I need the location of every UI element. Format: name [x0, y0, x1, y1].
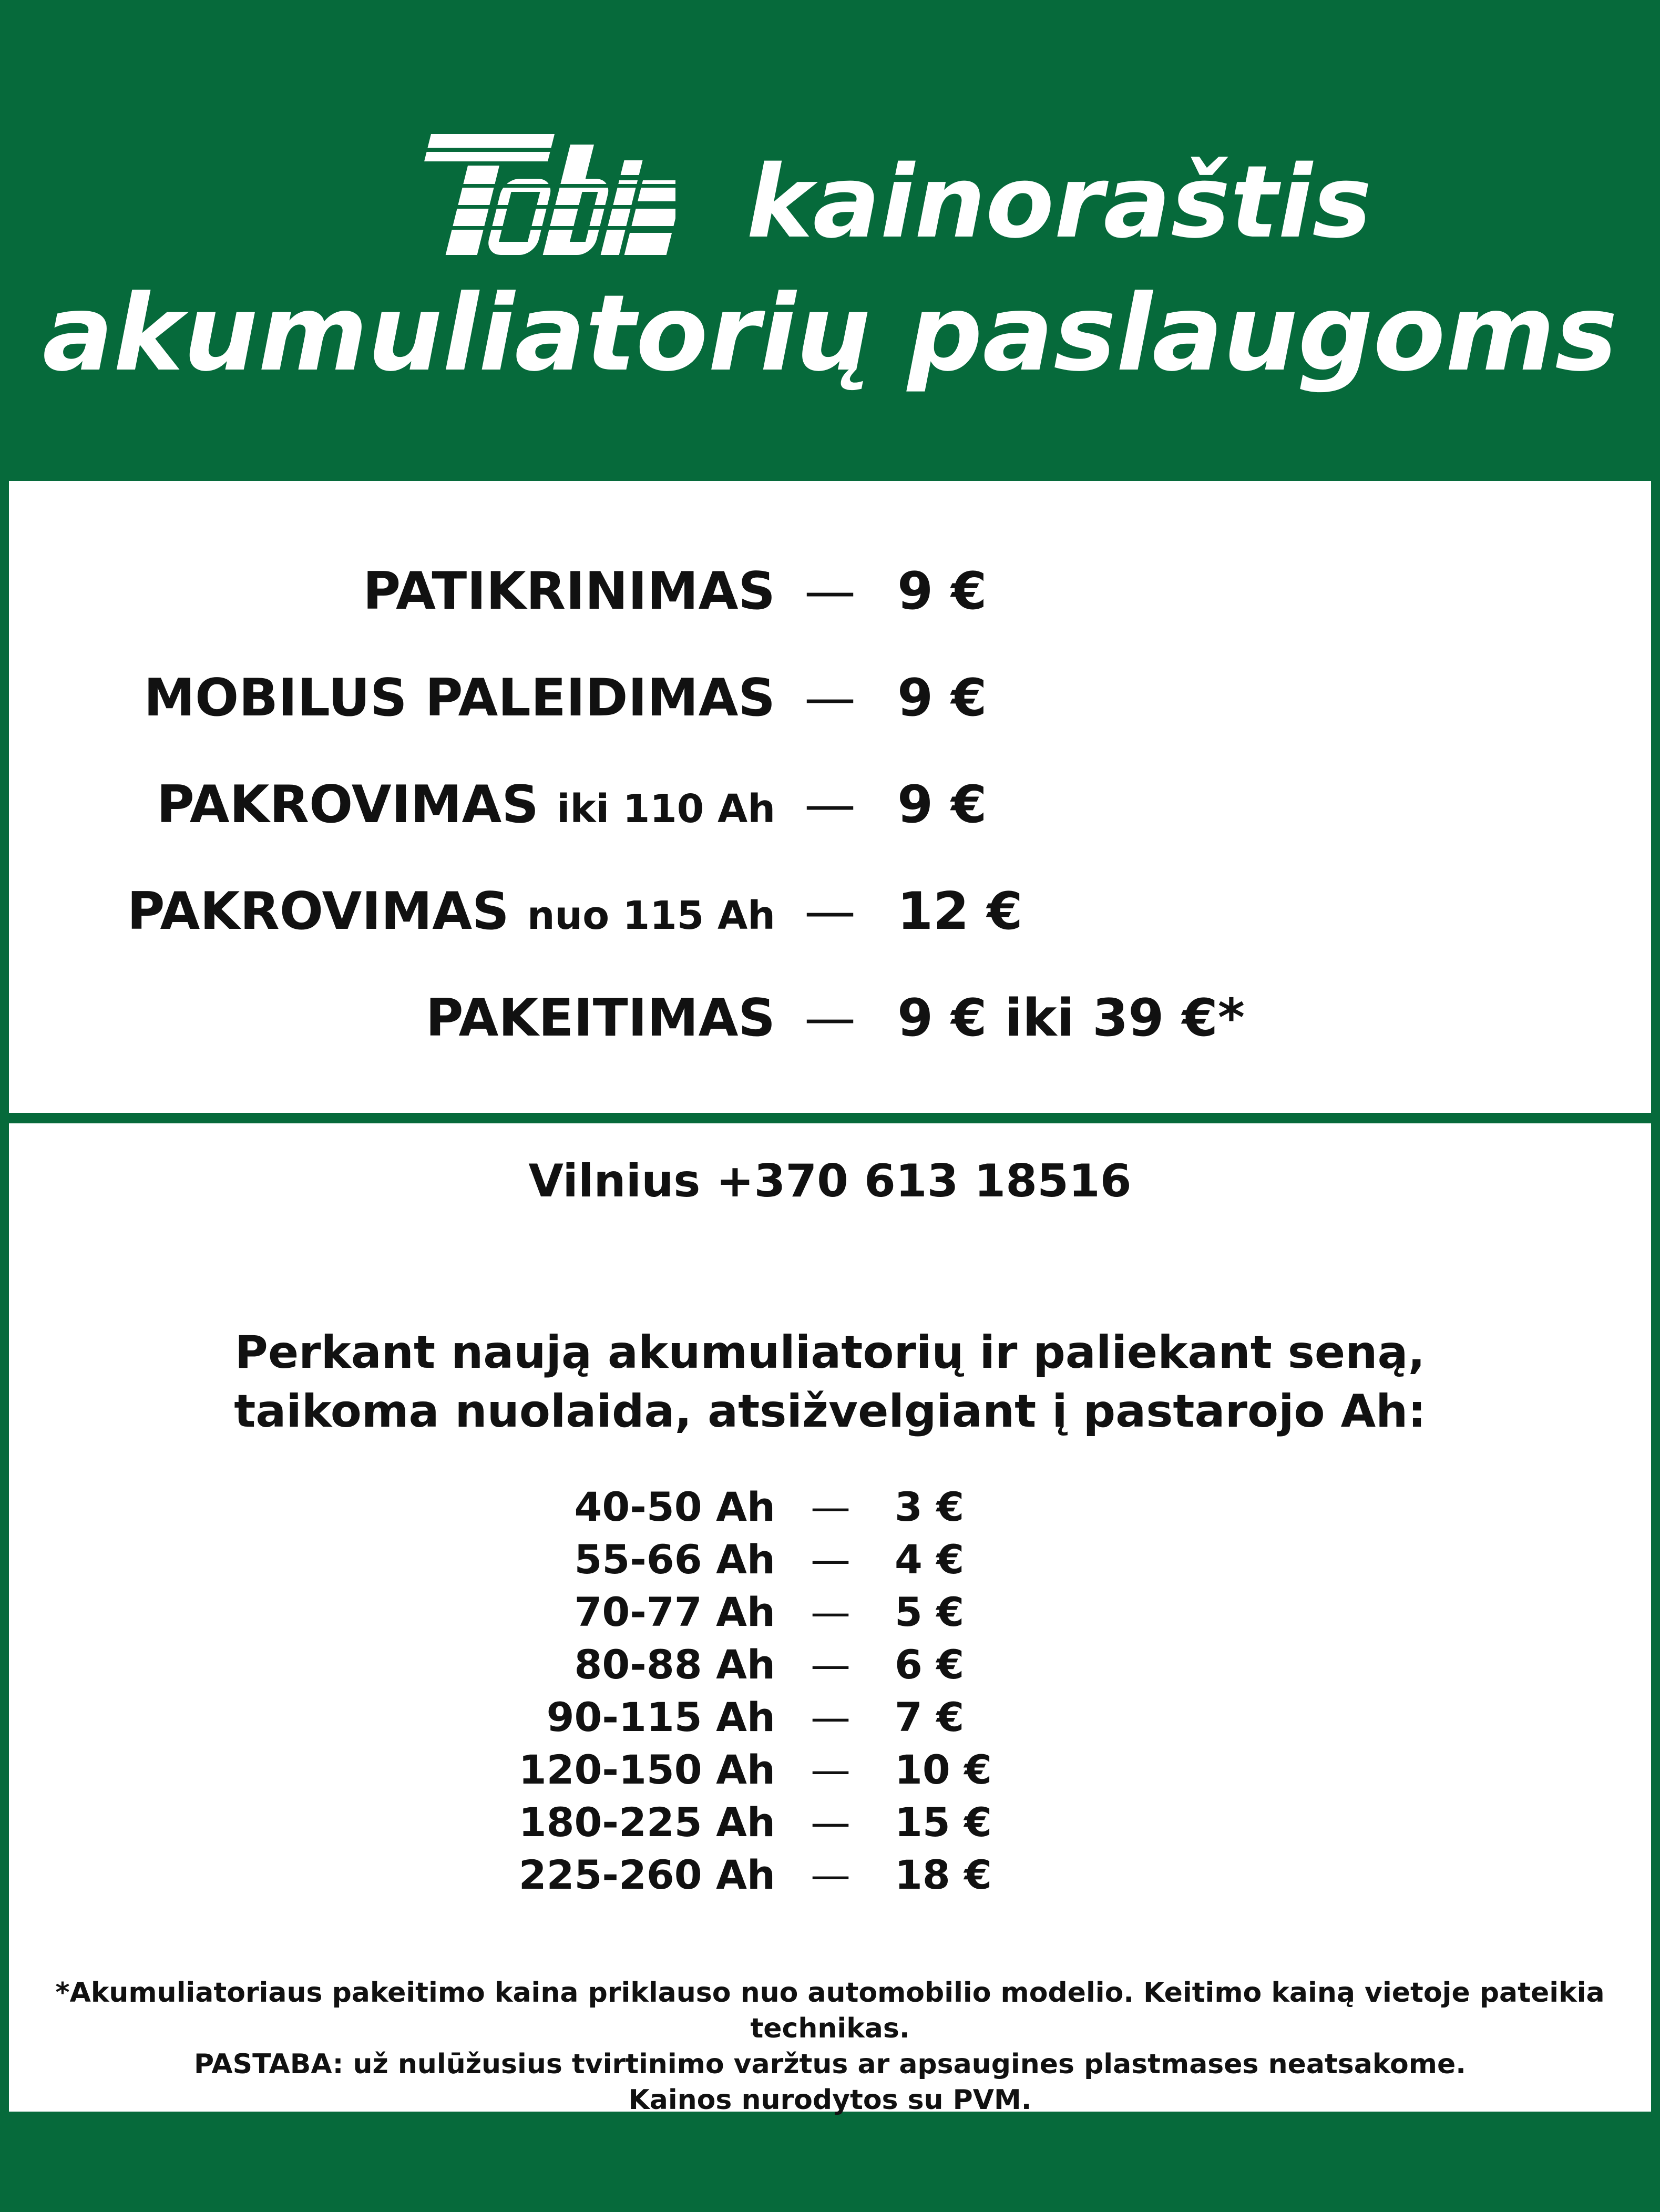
- service-name: PAKEITIMAS: [425, 988, 775, 1048]
- services-panel: [9, 481, 1651, 1113]
- discount-range: 90-115 Ah: [546, 1694, 775, 1740]
- discount-value: 6 €: [895, 1641, 965, 1688]
- service-row: [9, 875, 1651, 948]
- dash: —: [811, 1483, 851, 1530]
- discount-intro: [9, 1323, 1651, 1441]
- service-name: PAKROVIMAS iki 110 Ah: [156, 775, 775, 835]
- discount-range: 80-88 Ah: [574, 1641, 775, 1688]
- service-price: 9 €: [897, 561, 987, 621]
- footnote-vat: Kainos nurodytos su PVM.: [628, 2084, 1032, 2116]
- discount-row: [9, 1744, 1651, 1796]
- dash: —: [804, 882, 856, 941]
- discount-row: [9, 1533, 1651, 1586]
- header: [0, 0, 1660, 478]
- service-name: PAKROVIMAS nuo 115 Ah: [127, 882, 775, 941]
- service-price: 9 €: [897, 668, 987, 728]
- discount-row: [9, 1796, 1651, 1849]
- dash: —: [811, 1746, 851, 1793]
- footnote-price-note: *Akumuliatoriaus pakeitimo kaina priklauso nuo automobilio modelio. Keitimo kainą vietoje pateikia technikas.: [55, 1977, 1605, 2044]
- service-subtitle: nuo 115 Ah: [527, 893, 775, 938]
- discount-range: 40-50 Ah: [574, 1483, 775, 1530]
- dash: —: [811, 1694, 851, 1740]
- dash: —: [804, 668, 856, 728]
- discount-row: [9, 1691, 1651, 1744]
- footnote-warning: PASTABA: už nulūžusius tvirtinimo varžtus ar apsaugines plastmases neatsakome.: [194, 2049, 1466, 2080]
- dash: —: [804, 561, 856, 621]
- info-panel: [9, 1123, 1651, 2116]
- dash: —: [804, 988, 856, 1048]
- service-row: [9, 768, 1651, 842]
- dash: —: [811, 1851, 851, 1898]
- discount-value: 3 €: [895, 1483, 965, 1530]
- discount-value: 5 €: [895, 1589, 965, 1635]
- dash: —: [811, 1641, 851, 1688]
- discount-row: [9, 1638, 1651, 1691]
- dash: —: [811, 1799, 851, 1846]
- discount-range: 70-77 Ah: [574, 1589, 775, 1635]
- discount-value: 4 €: [895, 1536, 965, 1583]
- service-subtitle: iki 110 Ah: [557, 786, 775, 832]
- footnotes: [9, 1975, 1651, 2118]
- discount-intro-line-2: taikoma nuolaida, atsižvelgiant į pastarojo Ah:: [234, 1385, 1426, 1438]
- phone-line: Vilnius +370 613 18516: [528, 1155, 1132, 1207]
- service-price: 9 € iki 39 €*: [897, 988, 1245, 1048]
- discount-range: 120-150 Ah: [518, 1746, 775, 1793]
- dash: —: [811, 1536, 851, 1583]
- discount-row: [9, 1849, 1651, 1901]
- service-row: [9, 661, 1651, 735]
- discount-value: 10 €: [895, 1746, 992, 1793]
- discount-value: 18 €: [895, 1851, 992, 1898]
- service-name: MOBILUS PALEIDIMAS: [144, 668, 775, 728]
- tobis-logo: [402, 134, 675, 255]
- discount-row: [9, 1481, 1651, 1533]
- dash: —: [804, 775, 856, 835]
- discount-range: 55-66 Ah: [574, 1536, 775, 1583]
- discount-range: 225-260 Ah: [518, 1851, 775, 1898]
- discount-intro-line-1: Perkant naują akumuliatorių ir paliekant seną,: [234, 1326, 1426, 1379]
- service-price: 9 €: [897, 775, 987, 835]
- service-price: 12 €: [897, 882, 1023, 941]
- title-line-1: kainoraštis: [746, 144, 1372, 260]
- service-row: [9, 981, 1651, 1055]
- discount-value: 15 €: [895, 1799, 992, 1846]
- service-row: [9, 555, 1651, 628]
- discount-value: 7 €: [895, 1694, 965, 1740]
- discount-row: [9, 1586, 1651, 1638]
- discount-range: 180-225 Ah: [518, 1799, 775, 1846]
- service-name: PATIKRINIMAS: [363, 561, 775, 621]
- title-line-2: akumuliatorių paslaugoms: [42, 272, 1618, 395]
- dash: —: [811, 1589, 851, 1635]
